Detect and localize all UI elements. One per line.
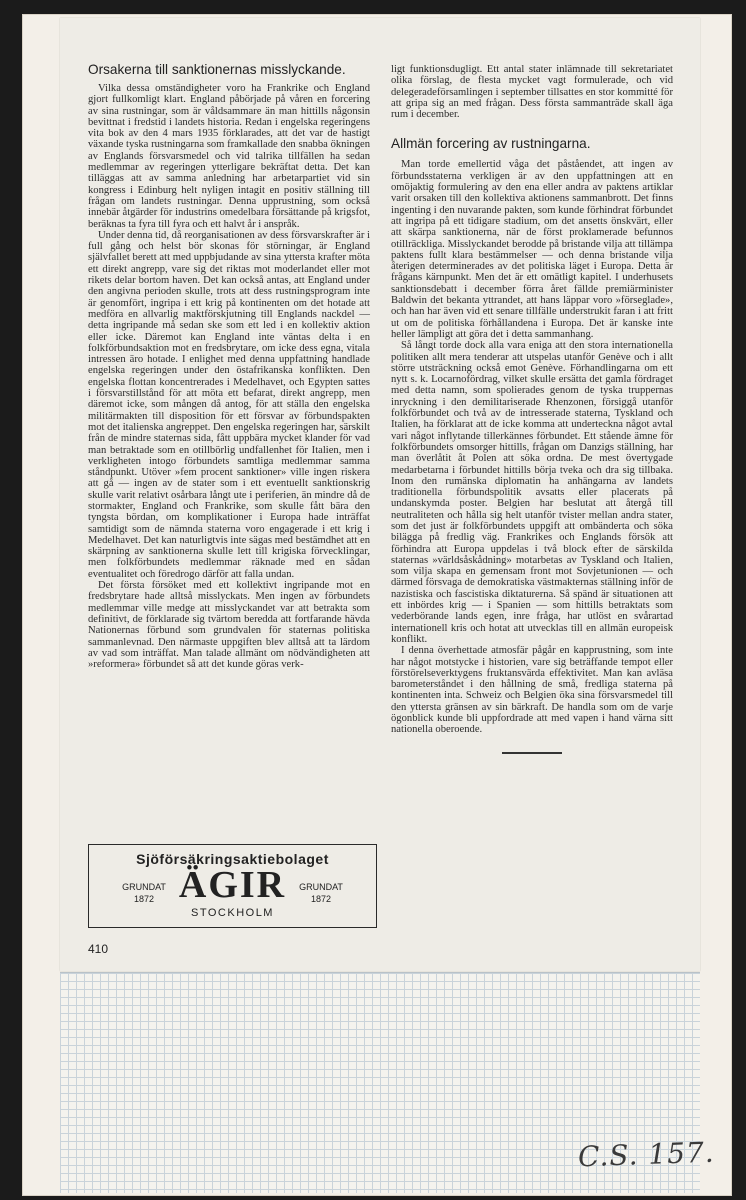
ad-founded-label: GRUNDAT: [122, 882, 166, 892]
right-heading: Allmän forcering av rustningarna.: [391, 136, 591, 152]
ad-founded-label: GRUNDAT: [299, 882, 343, 892]
advertisement-box: [88, 844, 377, 928]
ad-company: Sjöförsäkringsaktiebolaget: [136, 851, 329, 867]
left-paragraph: Under denna tid, då reorganisationen av dess försvarskrafter är i full gång och helst bör skonas för störningar, är England självfallet berett att med uppbjudande av sina yttersta krafter möta ett direkt angrepp, vare sig det riktas mot moderlandet eller mot rikets delar bortom haven. Det kan också antas, att England under den angivna perioden skulle, trots att dess rustningsprogram inte är genomfört, ingripa i ett krig på kontinenten om det hotade att medföra en allvarlig maktförskjutning till Englands nackdel — detta ingripande må sedan ske som ett led i en kollektiv aktion eller icke. Däremot kan England inte väntas delta i en folkförbundsaktion mot en fredsbrytare, om icke dess egna, vitala intressen äro hotade. I enlighet med denna uppfattning handlade engelska regeringen under den östafrikanska konflikten. Den engelska flottan koncentrerades i Medelhavet, och Egypten sattes i försvarstillstånd för att möta ett befarat, direkt angrepp, men däremot icke, som mången då antog, för att ställa den engelska militärmakten till disposition för ett försvar av förbundspakten mot det italienska angreppet. Den engelska regeringen har, särskilt från de mindre staternas sida, fått uppbära mycket klander för vad man betraktade som en otillbörlig undfallenhet för Italien, men i verkligheten intogo förbundets samtliga medlemmar samma ståndpunkt. Utöver »fem procent sanktioner» ville ingen riskera att gå — ingen av de stater som i ett eventuellt sanktionskrig skulle varit relativt osårbara långt ute i periferien, än mindre då de stormakter, England och Frankrike, som skulle fått bära den tyngsta bördan, om komplikationer i Europa hade inträffat samtidigt som de nämnda staterna voro engagerade i ett krig i Medelhavet. Det kan naturligtvis inte sägas med bestämdhet att en skärpning av sanktionerna skulle lett till krigiska förvecklingar, men folkförbundets medlemmar räknade med en sådan eventualitet och föredrogo därför att falla undan.: [88, 229, 370, 580]
ad-founded-right: [286, 881, 356, 905]
ad-city: STOCKHOLM: [191, 907, 274, 919]
handwritten-signature: C.S. 157.: [577, 1135, 716, 1174]
end-rule: [502, 752, 562, 754]
right-column: [391, 64, 673, 754]
ad-founded-year: 1872: [133, 894, 155, 904]
ad-brand-name: ÄGIR: [178, 864, 287, 906]
right-paragraph: Man torde emellertid våga det påståendet, att ingen av förbundsstaterna verkligen är av den uppfattningen att en omöjaktig formulering av den ena eller andra av paktens artiklar varit orsaken till den kollektiva aktionens sammanbrott. Det finns ingenting i den nuvarande pakten, som kunde förhindrat förbundet att ingripa på ett tidigare stadium, om det ansetts önskvärt, eller att skärpa sanktionerna, när de först proklamerade befunnos otillräckliga. Misslyckandet berodde på bristande vilja att tillämpa paktens fullt klara bestämmelser — och denna bristande vilja återigen determinerades av det politiska läget i Europa. Detta är frågans kärnpunkt. Men det är ett omätligt kapitel. I underhusets sanktionsdebatt i december förra året fällde premiärminister Baldwin det bekanta yttrandet, att hans läppar voro »förseglade», och han har även vid ett senare tillfälle understrukit faran i att fritt ut om de politiska förhållandena i Europa. Det är kanske inte heller lämpligt att göra det i detta sammanhang.: [391, 159, 673, 340]
left-column: [88, 62, 370, 670]
ad-founded-year: 1872: [310, 894, 332, 904]
right-paragraph: I denna överhettade atmosfär pågår en kapprustning, som inte har något motstycke i historien, vare sig beträffande tempot eller förstörelseverktygens fruktansvärda effektivitet. Man kan avläsa barometerståndet i den hållning de små, fredliga staterna på kontinenten inta. Schweiz och Belgien öka sina försvarsmedel till den yttersta gränsen av sin bärkraft. De handla som om de varje ögonblick kunde bli uppfordrade att med vapen i hand värna sitt nationella oberoende.: [391, 645, 673, 736]
page-number: 410: [88, 942, 109, 956]
left-paragraph: Det första försöket med ett kollektivt ingripande mot en fredsbrytare hade alltså misslyckats. Men ingen av förbundets medlemmar ville medge att misslyckandet var att betrakta som definitivt, de förklarade sig tvärtom beredda att fortfarande hävda Nationernas förbund som grundvalen för staternas politiska sammanlevnad. Den närmaste uppgiften blev alltså att ta lärdom av vad som inträffat. Man talade allmänt om nödvändigheten att »reformera» förbundet så att det kunde göras verk-: [88, 580, 370, 671]
left-paragraph: Vilka dessa omständigheter voro ha Frankrike och England gjort fullkomligt klart. England påbörjade på våren en forcering av sina rustningar, som är våldsammare än man hittills någonsin bevittnat i fredstid i landets historia. Redan i engelska regeringens vita bok av den 4 mars 1935 förklarades, att det var de hastigt växande tyska rustningarna som framkallade den snabba ökningen av Englands försvarsmedel och vid talrika tillfällen ha sedan medlemmar av regeringen ytterligare bekräftat detta. Det kan tilläggas att av samma anledning har arbetarpartiet vid sin kongress i Edinburg helt nyligen intagit en positiv ställning till frågan om landets rustningar. Denna upprustning, som också innebär åtgärder för industrins omedelbara försättande på krigsfot, beräknas ta fyra till fyra och ett halvt år i anspråk.: [88, 83, 370, 230]
magazine-page: [60, 18, 700, 971]
right-paragraph-continued: ligt funktionsdugligt. Ett antal stater inlämnade till sekretariatet olika förslag, de flesta mycket vagt formulerade, och vid delegeradeförsamlingen i september tillsattes en stor kommitté för att gripa sig an med frågan. Dess första sammanträde skall äga rum i december.: [391, 64, 673, 121]
right-paragraph: Så långt torde dock alla vara eniga att den stora internationella politiken allt mera tenderar att utspelas utanför Genève och i allt större utsträckning också emot Genève. Förhandlingarna om ett nytt s. k. Locarnofördrag, vilket skulle ersätta det gamla fördraget med detta namn, som spolierades genom de tyska truppernas inryckning i den demilitariserade Rhenzonen, försiggå utanför folkförbundet och två av de intresserade staterna, Tyskland och Italien, ha förklarat att de icke komma att underteckna något avtal vari något inflytande tillerkännes förbundet. Ett stående ämne för folkförbundets omsorger hittills, frågan om Danzigs ställning, har man överlåtit åt Polen att söka ordna. De mest övertygade medarbetarna i förbundet hittills börja tveka och dra sig tillbaka. Inom den rumänska diplomatin ha anhängarna av landets traditionella förbundspolitik avsatts eller placerats på undanskymda poster. Belgien har beslutat att återgå till neutraliteten och hålla sig helt utanför tvister mellan andra stater, som det just är folkförbundets uppgift att ombänderta och söka bilägga på fredlig väg. Frankrikes och Englands försök att förhindra att Europa uppdelas i två block efter de särskilda staternas »världsåskådning» motarbetas av Tyskland och Italien, som vilja skapa en gemensam front mot Sovjetunionen — och därmed försvaga de demokratiska västmakternas ställning inför de nazistiska och fascistiska diktaturerna. Så spänd är situationen att ett inbördes krig — i Spanien — som hittills betraktats som vederbörande lands egen, inre fråga, har utlöst en svårartad internationell kris och hotat att utvecklas till en allmän europeisk konflikt.: [391, 340, 673, 645]
left-heading: Orsakerna till sanktionernas misslyckande.: [88, 62, 346, 77]
